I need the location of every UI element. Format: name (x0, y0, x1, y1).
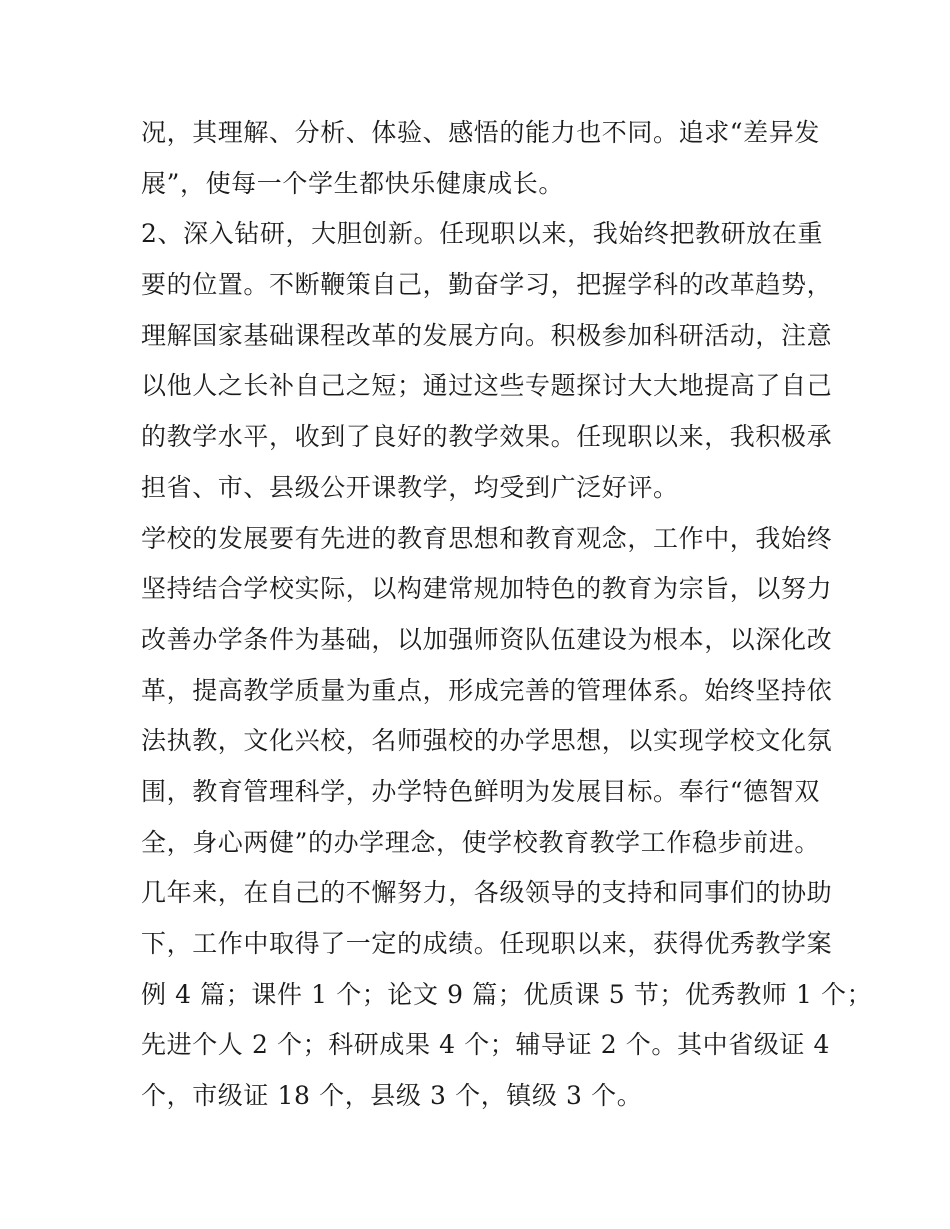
text-line-1: 况，其理解、分析、体验、感悟的能力也不同。追求“差异发 (141, 118, 820, 147)
text-line-2: 展”，使每一个学生都快乐健康成长。 (141, 168, 564, 198)
text-line-5: 理解国家基础课程改革的发展方向。积极参加科研活动，注意 (141, 320, 833, 350)
text-line-10: 坚持结合学校实际，以构建常规加特色的教育为宗旨，以努力 (141, 574, 833, 604)
text-line-3: 2、深入钻研，大胆创新。任现职以来，我始终把教研放在重 (141, 219, 824, 249)
text-line-11: 改善办学条件为基础，以加强师资队伍建设为根本，以深化改 (141, 624, 833, 654)
document-body (141, 108, 873, 1122)
text-line-16: 几年来，在自己的不懈努力，各级领导的支持和同事们的协助 (141, 878, 833, 908)
text-line-6: 以他人之长补自己之短；通过这些专题探讨大大地提高了自己 (141, 371, 833, 401)
text-line-4: 要的位置。不断鞭策自己，勤奋学习，把握学科的改革趋势， (141, 270, 833, 300)
text-line-12: 革，提高教学质量为重点，形成完善的管理体系。始终坚持依 (141, 675, 833, 705)
text-line-17: 下，工作中取得了一定的成绩。任现职以来，获得优秀教学案 (141, 929, 833, 958)
text-line-15: 全，身心两健”的办学理念，使学校教育教学工作稳步前进。 (141, 827, 820, 857)
text-line-18: 例 4 篇；课件 1 个；论文 9 篇；优质课 5 节；优秀教师 1 个； (141, 979, 873, 1009)
text-line-14: 围，教育管理科学，办学特色鲜明为发展目标。奉行“德智双 (141, 776, 820, 806)
text-line-13: 法执教，文化兴校，名师强校的办学思想，以实现学校文化氛 (141, 726, 833, 756)
text-line-9: 学校的发展要有先进的教育思想和教育观念，工作中，我始终 (141, 523, 833, 553)
text-line-8: 担省、市、县级公开课教学，均受到广泛好评。 (141, 472, 679, 502)
text-line-7: 的教学水平，收到了良好的教学效果。任现职以来，我积极承 (141, 422, 833, 452)
text-line-19: 先进个人 2 个；科研成果 4 个；辅导证 2 个。其中省级证 4 (141, 1030, 831, 1060)
text-line-20: 个，市级证 18 个，县级 3 个，镇级 3 个。 (141, 1081, 643, 1111)
